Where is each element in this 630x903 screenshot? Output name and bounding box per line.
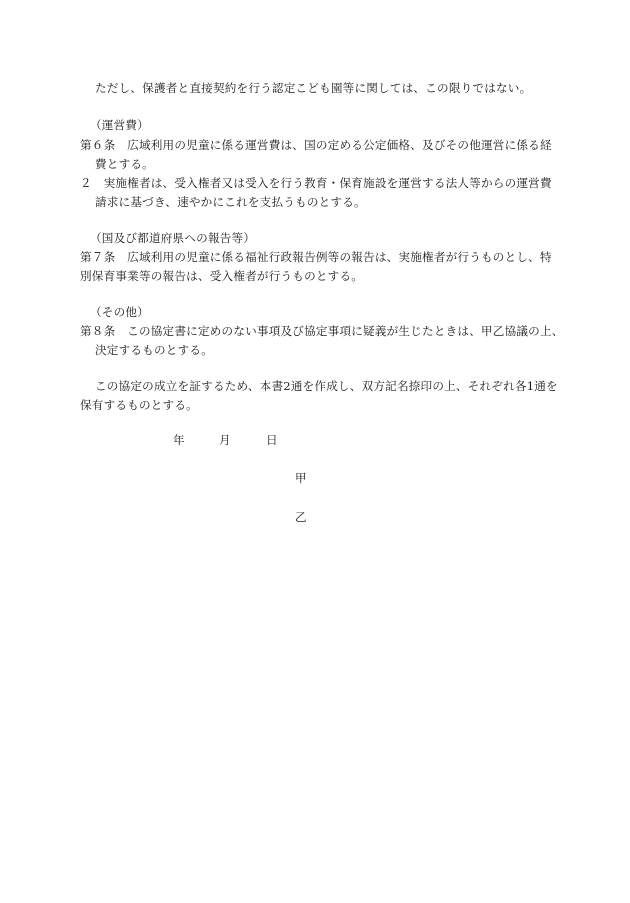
article-6-line-1: 第６条 広域利用の児童に係る運営費は、国の定める公定価格、及びその他運営に係る経: [80, 138, 552, 152]
article-7-line-1: 第７条 広域利用の児童に係る福祉行政報告例等の報告は、実施権者が行うものとし、特: [80, 250, 552, 264]
party-b-label: 乙: [295, 510, 307, 524]
closing-line-2: 保有するものとする。: [80, 398, 198, 412]
article-8-line-2: 決定するものとする。: [95, 343, 213, 357]
party-a-label: 甲: [295, 471, 307, 485]
article-6-para-2-line-1: ２ 実施権者は、受入権者又は受入を行う教育・保育施設を運営する法人等からの運営費: [80, 176, 552, 190]
article-7-line-2: 別保育事業等の報告は、受入権者が行うものとする。: [80, 269, 364, 283]
article-6-para-2-line-2: 請求に基づき、速やかにこれを支払うものとする。: [95, 195, 366, 209]
article-6-line-2: 費とする。: [95, 157, 154, 171]
article-6-heading: （運営費）: [90, 118, 149, 132]
article-8-line-1: 第８条 この協定書に定めのない事項及び協定事項に疑義が生じたときは、甲乙協議の上、: [80, 324, 564, 338]
date-day: 日: [266, 433, 278, 447]
article-8-heading: （その他）: [90, 305, 149, 319]
closing-line-1: この協定の成立を証するため、本書2通を作成し、双方記名捺印の上、それぞれ各1通を: [95, 379, 558, 393]
date-year: 年: [173, 433, 185, 447]
date-month: 月: [219, 433, 231, 447]
intro-text: ただし、保護者と直接契約を行う認定こども園等に関しては、この限りではない。: [95, 81, 532, 95]
article-7-heading: （国及び都道府県への報告等）: [90, 231, 256, 245]
